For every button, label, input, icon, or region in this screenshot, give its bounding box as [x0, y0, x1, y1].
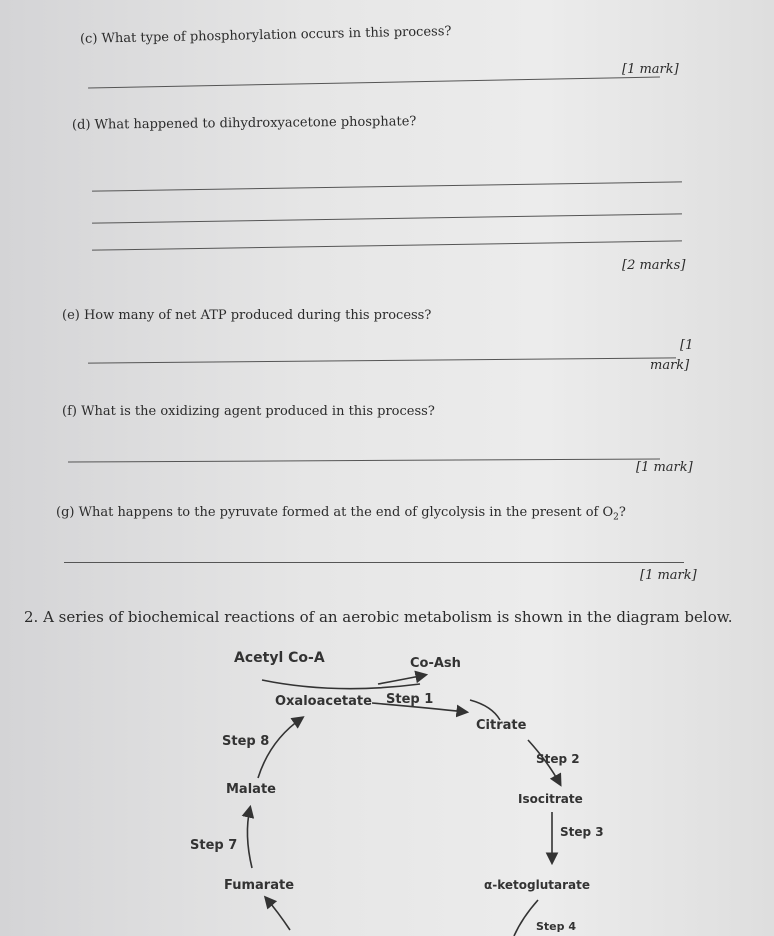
label-step-7: Step 7: [190, 838, 238, 853]
question-g-end: ?: [618, 505, 626, 520]
marks-e-top: [1: [680, 338, 694, 353]
question-f: (f) What is the oxidizing agent produced in this process?: [62, 404, 435, 419]
question-d: (d) What happened to dihydroxyacetone phosphate?: [71, 114, 417, 133]
label-step-2: Step 2: [536, 752, 580, 766]
question-g-subscript: 2: [613, 512, 619, 523]
label-oxaloacetate: Oxaloacetate: [275, 694, 372, 709]
marks-d: [2 marks]: [622, 258, 686, 273]
step4-line: [514, 900, 538, 936]
label-co-ash: Co-Ash: [410, 656, 461, 671]
label-step-8: Step 8: [222, 734, 270, 749]
step7-arrow: [247, 808, 252, 868]
label-isocitrate: Isocitrate: [518, 792, 583, 806]
question-c: (c) What type of phosphorylation occurs in this process?: [79, 24, 452, 47]
label-malate: Malate: [226, 782, 276, 797]
marks-e-bottom: mark]: [650, 358, 690, 373]
marks-f: [1 mark]: [636, 460, 693, 475]
fumarate-arrow: [266, 898, 290, 930]
label-citrate: Citrate: [476, 718, 527, 733]
marks-c: [1 mark]: [622, 62, 679, 77]
label-step-3: Step 3: [560, 825, 604, 839]
question-g-text: (g) What happens to the pyruvate formed at the end of glycolysis in the present of O: [56, 505, 614, 520]
label-step-1: Step 1: [386, 692, 434, 707]
label-alpha-ketoglutarate: α-ketoglutarate: [484, 878, 590, 892]
citrate-down-arc: [470, 700, 500, 720]
label-fumarate: Fumarate: [224, 878, 295, 893]
question-2: 2. A series of biochemical reactions of an aerobic metabolism is shown in the diagram below.: [24, 608, 733, 626]
label-step-4: Step 4: [536, 920, 576, 933]
label-acetyl-coa: Acetyl Co-A: [234, 650, 325, 666]
coash-exit-arrow: [378, 675, 425, 684]
marks-g: [1 mark]: [640, 568, 697, 583]
question-e: (e) How many of net ATP produced during this process?: [62, 308, 432, 323]
